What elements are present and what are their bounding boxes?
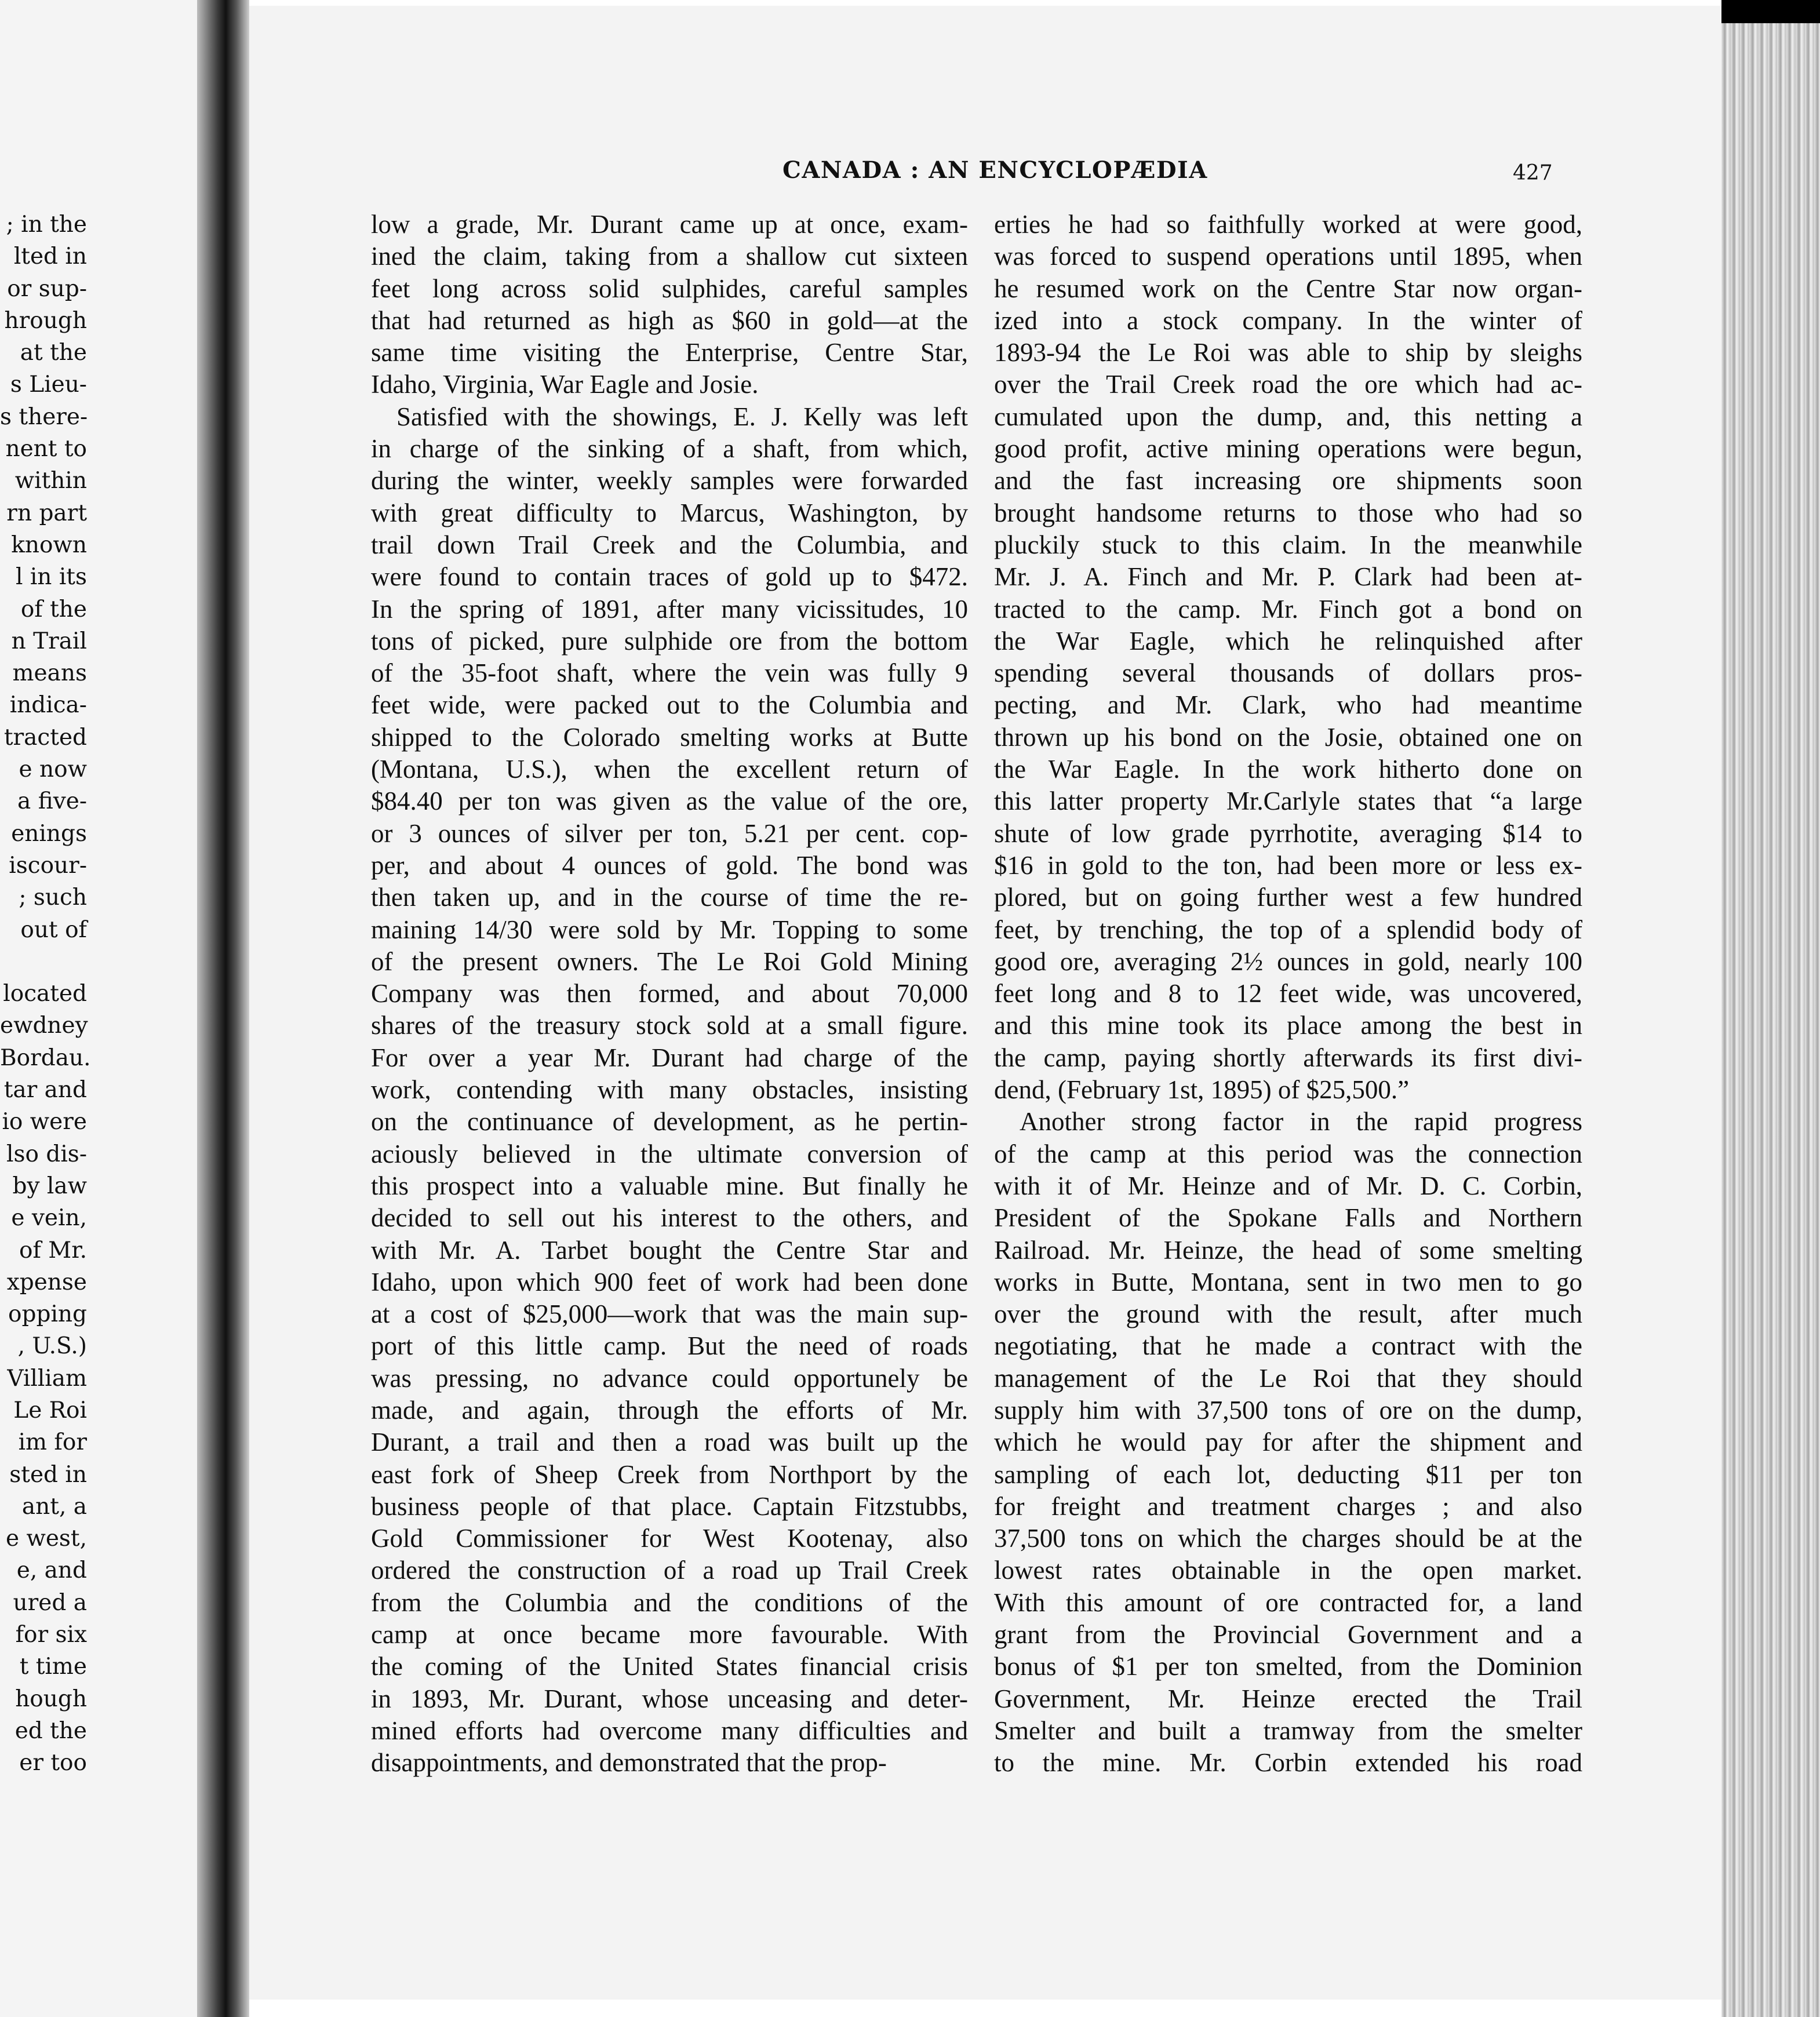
facing-page-line: means	[12, 660, 87, 687]
facing-page-line: enings	[11, 820, 87, 847]
facing-page-line: er too	[19, 1750, 87, 1776]
text-line: over the ground with the result, after much	[994, 1299, 1582, 1329]
text-line: mined efforts had overcome many difficulties and	[371, 1716, 968, 1745]
text-line: Railroad. Mr. Heinze, the head of some smelting	[994, 1235, 1582, 1265]
text-line: Smelter and built a tramway from the smelter	[994, 1716, 1582, 1745]
text-line: work, contending with many obstacles, insisting	[371, 1075, 968, 1105]
facing-page-line: Le Roi	[13, 1397, 87, 1423]
text-line: made, and again, through the efforts of Mr.	[371, 1395, 968, 1425]
text-line: (Montana, U.S.), when the excellent return of	[371, 755, 968, 784]
facing-page-line: Bordau.	[0, 1044, 91, 1071]
text-line: pluckily stuck to this claim. In the meanwhile	[994, 530, 1582, 559]
text-line: over the Trail Creek road the ore which had ac-	[994, 370, 1582, 399]
facing-page-line: lso dis-	[6, 1141, 87, 1167]
text-line: low a grade, Mr. Durant came up at once, exam-	[371, 210, 968, 239]
text-line: same time visiting the Enterprise, Centre Star,	[371, 338, 968, 367]
facing-page-line: at the	[20, 340, 87, 366]
running-header	[580, 156, 1600, 197]
text-line: to the mine. Mr. Corbin extended his road	[994, 1748, 1582, 1778]
text-line: feet, by trenching, the top of a splendid body of	[994, 915, 1582, 944]
text-line: the War Eagle, which he relinquished after	[994, 626, 1582, 656]
text-line: per, and about 4 ounces of gold. The bond was	[371, 850, 968, 880]
running-title: CANADA : AN ENCYCLOPÆDIA	[782, 156, 1208, 184]
text-line: brought handsome returns to those who had so	[994, 498, 1582, 527]
text-line: the camp, paying shortly afterwards its first divi-	[994, 1043, 1582, 1072]
facing-page-line: , U.S.)	[17, 1333, 87, 1360]
facing-page-line: iscour-	[9, 852, 87, 879]
text-line: good profit, active mining operations were begun,	[994, 434, 1582, 464]
text-line: tracted to the camp. Mr. Finch got a bond on	[994, 594, 1582, 624]
text-line: of the present owners. The Le Roi Gold Mining	[371, 946, 968, 976]
facing-page-line: rn part	[6, 500, 87, 526]
text-line: feet long and 8 to 12 feet wide, was uncovered,	[994, 979, 1582, 1009]
text-line: President of the Spokane Falls and Northern	[994, 1203, 1582, 1233]
text-line: tons of picked, pure sulphide ore from the bottom	[371, 626, 968, 656]
text-column-left	[371, 209, 968, 1779]
text-line: of the 35-foot shaft, where the vein was fully 9	[371, 658, 968, 688]
text-line: pecting, and Mr. Clark, who had meantime	[994, 690, 1582, 720]
text-line: disappointments, and demonstrated that the prop-	[371, 1748, 887, 1778]
facing-page-line: e now	[19, 756, 87, 783]
text-line: in 1893, Mr. Durant, whose unceasing and deter-	[371, 1684, 968, 1713]
facing-page-line: t time	[19, 1654, 87, 1680]
text-line: the coming of the United States financial crisis	[371, 1652, 968, 1681]
facing-page-line: ewdney	[0, 1013, 88, 1039]
text-line: trail down Trail Creek and the Columbia, and	[371, 530, 968, 559]
facing-page-line: l in its	[15, 564, 87, 591]
text-line: on the continuance of development, as he pertin-	[371, 1107, 968, 1137]
text-line: good ore, averaging 2½ ounces in gold, nearly 100	[994, 946, 1582, 976]
text-line: and this mine took its place among the best in	[994, 1011, 1582, 1040]
facing-page-line: ured a	[13, 1589, 87, 1616]
text-line: during the winter, weekly samples were forwarded	[371, 466, 968, 496]
text-line: with Mr. A. Tarbet bought the Centre Star and	[371, 1235, 968, 1265]
text-line: Another strong factor in the rapid progress	[1020, 1107, 1582, 1137]
text-line: ined the claim, taking from a shallow cut sixteen	[371, 242, 968, 271]
text-line: bonus of $1 per ton smelted, from the Dominion	[994, 1652, 1582, 1681]
text-line: Durant, a trail and then a road was built up the	[371, 1428, 968, 1457]
text-line: management of the Le Roi that they should	[994, 1363, 1582, 1393]
text-line: shute of low grade pyrrhotite, averaging $14 to	[994, 818, 1582, 848]
facing-page-line: hrough	[4, 307, 87, 334]
facing-page-line: ; such	[19, 884, 87, 911]
text-line: $16 in gold to the ton, had been more or less ex-	[994, 850, 1582, 880]
facing-page-line: within	[14, 468, 87, 494]
text-line: supply him with 37,500 tons of ore on the dump,	[994, 1395, 1582, 1425]
page-number: 427	[1513, 161, 1553, 185]
book-gutter	[197, 0, 249, 2017]
text-line: shares of the treasury stock sold at a small figure.	[371, 1011, 968, 1040]
facing-page-line	[0, 946, 87, 978]
text-line: decided to sell out his interest to the others, and	[371, 1203, 968, 1233]
facing-page-line: a five-	[17, 788, 87, 815]
facing-page-line: of Mr.	[19, 1237, 87, 1264]
text-line: 37,500 tons on which the charges should be at the	[994, 1524, 1582, 1553]
text-line: Gold Commissioner for West Kootenay, also	[371, 1524, 968, 1553]
facing-page-line: ant, a	[21, 1493, 87, 1520]
facing-page-line: by law	[12, 1173, 87, 1199]
text-line: 1893-94 the Le Roi was able to ship by sleighs	[994, 338, 1582, 367]
facing-page-line: s there-	[0, 403, 88, 430]
text-line: ordered the construction of a road up Trail Creek	[371, 1556, 968, 1585]
text-line: shipped to the Colorado smelting works at Butte	[371, 722, 968, 752]
facing-page-line: ; in the	[6, 212, 87, 238]
text-line: thrown up his bond on the Josie, obtained one on	[994, 722, 1582, 752]
text-line: in charge of the sinking of a shaft, from which,	[371, 434, 968, 464]
text-line: plored, but on going further west a few hundred	[994, 883, 1582, 912]
facing-page-line: io were	[2, 1109, 87, 1135]
text-line: works in Butte, Montana, sent in two men to go	[994, 1267, 1582, 1297]
facing-page-line: nent to	[5, 436, 87, 463]
text-line: feet long across solid sulphides, careful samples	[371, 274, 968, 303]
facing-page-line: e west,	[5, 1526, 87, 1552]
facing-page-line: indica-	[9, 692, 87, 719]
text-line: business people of that place. Captain Fitzstubbs,	[371, 1491, 968, 1521]
text-line: erties he had so faithfully worked at were good,	[994, 210, 1582, 239]
text-line: spending several thousands of dollars pros-	[994, 658, 1582, 688]
text-line: for freight and treatment charges ; and also	[994, 1491, 1582, 1521]
page-edge-top	[1721, 0, 1820, 23]
text-line: Idaho, upon which 900 feet of work had been done	[371, 1267, 968, 1297]
facing-page-line: e vein,	[11, 1205, 87, 1232]
text-line: With this amount of ore contracted for, a land	[994, 1588, 1582, 1617]
facing-page-line: sted in	[9, 1461, 87, 1488]
text-line: In the spring of 1891, after many vicissitudes, 10	[371, 594, 968, 624]
facing-page-line: for six	[15, 1622, 87, 1648]
text-line: were found to contain traces of gold up to $472.	[371, 562, 968, 592]
facing-page-line: n Trail	[11, 628, 87, 654]
text-line: the War Eagle. In the work hitherto done on	[994, 755, 1582, 784]
text-line: port of this little camp. But the need of roads	[371, 1331, 968, 1361]
text-line: with great difficulty to Marcus, Washington, by	[371, 498, 968, 527]
facing-page-text	[0, 209, 91, 1779]
text-line: at a cost of $25,000—work that was the main sup-	[371, 1299, 968, 1329]
text-line: this prospect into a valuable mine. But finally he	[371, 1171, 968, 1200]
facing-page-line: opping	[8, 1301, 87, 1328]
text-line: of the camp at this period was the connection	[994, 1139, 1582, 1168]
facing-page-line: known	[11, 531, 87, 558]
facing-page-line: e, and	[16, 1557, 87, 1584]
page-edge-stack	[1721, 23, 1820, 2017]
facing-page-line: ed the	[14, 1717, 87, 1744]
text-line: was pressing, no advance could opportunely be	[371, 1363, 968, 1393]
facing-page-line: hough	[15, 1685, 87, 1712]
text-line: sampling of each lot, deducting $11 per ton	[994, 1459, 1582, 1489]
text-line: ized into a stock company. In the winter of	[994, 305, 1582, 335]
text-line: dend, (February 1st, 1895) of $25,500.”	[994, 1075, 1410, 1105]
text-line: was forced to suspend operations until 1895, when	[994, 242, 1582, 271]
text-line: For over a year Mr. Durant had charge of the	[371, 1043, 968, 1072]
text-line: from the Columbia and the conditions of the	[371, 1588, 968, 1617]
text-line: east fork of Sheep Creek from Northport by the	[371, 1459, 968, 1489]
text-line: and the fast increasing ore shipments soon	[994, 466, 1582, 496]
text-line: camp at once became more favourable. With	[371, 1620, 968, 1650]
text-line: Satisfied with the showings, E. J. Kelly was left	[396, 402, 968, 431]
facing-page-line: Villiam	[7, 1365, 87, 1392]
text-line: which he would pay for after the shipment and	[994, 1428, 1582, 1457]
text-line: aciously believed in the ultimate conversion of	[371, 1139, 968, 1168]
text-line: with it of Mr. Heinze and of Mr. D. C. Corbin,	[994, 1171, 1582, 1200]
facing-page-line: xpense	[6, 1269, 87, 1295]
facing-page-line: of the	[20, 596, 87, 622]
facing-page-line: tracted	[3, 724, 87, 751]
text-line: or 3 ounces of silver per ton, 5.21 per cent. cop-	[371, 818, 968, 848]
text-line: cumulated upon the dump, and, this netting a	[994, 402, 1582, 431]
text-line: that had returned as high as $60 in gold—at the	[371, 305, 968, 335]
facing-page-line: s Lieu-	[10, 372, 87, 398]
text-line: Government, Mr. Heinze erected the Trail	[994, 1684, 1582, 1713]
text-line: maining 14/30 were sold by Mr. Topping to some	[371, 915, 968, 944]
text-line: then taken up, and in the course of time the re-	[371, 883, 968, 912]
text-line: $84.40 per ton was given as the value of the ore,	[371, 787, 968, 816]
text-line: this latter property Mr.Carlyle states that “a large	[994, 787, 1582, 816]
facing-page-line: located	[3, 981, 87, 1007]
facing-page-line: lted in	[13, 243, 87, 270]
text-line: lowest rates obtainable in the open market.	[994, 1556, 1582, 1585]
text-line: grant from the Provincial Government and a	[994, 1620, 1582, 1650]
facing-page-line: im for	[18, 1429, 87, 1456]
facing-page-line: out of	[20, 916, 87, 943]
text-line: Idaho, Virginia, War Eagle and Josie.	[371, 370, 759, 399]
text-line: feet wide, were packed out to the Columbia and	[371, 690, 968, 720]
text-line: Mr. J. A. Finch and Mr. P. Clark had been at-	[994, 562, 1582, 592]
text-line: he resumed work on the Centre Star now organ-	[994, 274, 1582, 303]
text-line: negotiating, that he made a contract with the	[994, 1331, 1582, 1361]
facing-page-line: tar and	[3, 1077, 87, 1104]
facing-page-line: or sup-	[7, 275, 87, 302]
text-line: Company was then formed, and about 70,000	[371, 979, 968, 1009]
text-column-right	[994, 209, 1582, 1779]
